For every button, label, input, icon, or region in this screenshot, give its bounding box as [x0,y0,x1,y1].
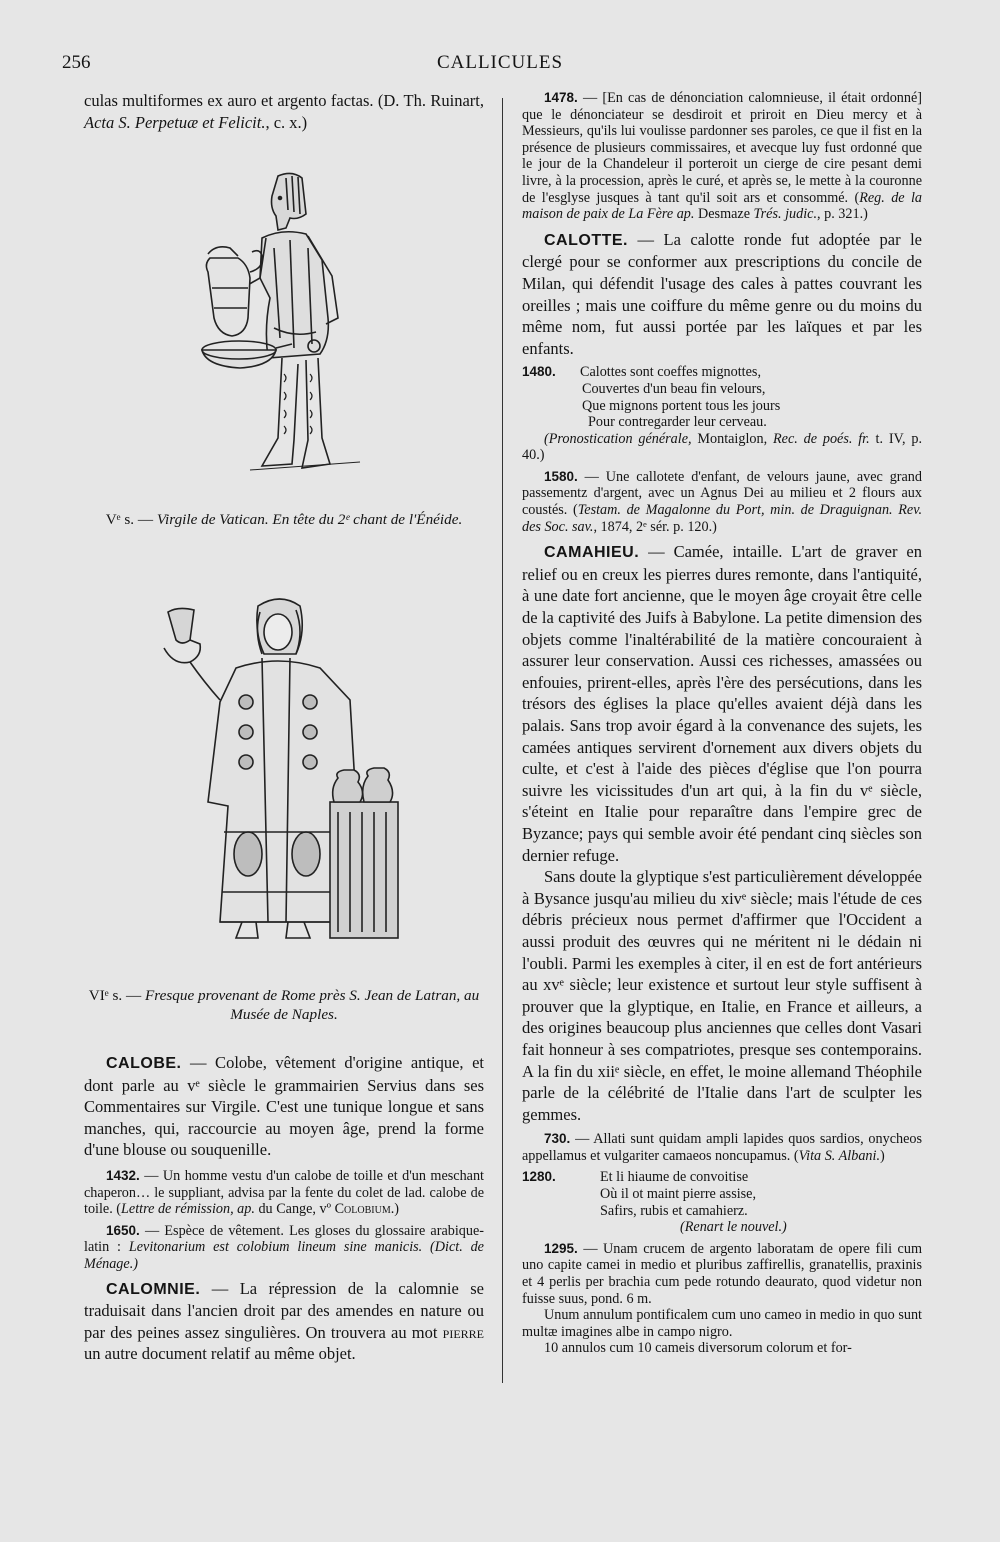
right-column [522,90,922,1357]
intro-paragraph: culas multiformes ex auro et argento factas. (D. Th. Ruinart, Acta S. Perpetuæ et Felicit., c. x.) [84,91,484,132]
entry-calotte: CALOTTE. — La calotte ronde fut adoptée par le clergé pour se conformer aux prescriptions du concile de Milan, qui défendit l'usage des cales à pattes couvrant les oreilles ; mais une coiffure du même genre ou du moins du même nom, fut aussi portée par les laïques et par les enfants. [522,229,922,358]
quote-1295-paragraph-2: Unum annulum pontificalem cum uno cameo in medio in quo sunt multæ imagines albe in campo nigro. [522,1307,922,1340]
quote-1480: 1480. Calottes sont coeffes mignottes, Couvertes d'un beau fin velours, Que mignons portent tous les jours Pour contregarder leur cerveau. (Pronostication générale, Montaiglon, Rec. de poés. fr. t. IV, p. 40.) [522,364,922,464]
quote-1295: 1295. — Unam crucem de argento laboratam de opere fili cum uno capite camei in medio et pluribus zaffirellis, granatellis, praxinis et 4 perlis per brachia cum pede rotundo deaurato, quod videtur non fuisse suus, pond. 6 m. [522,1240,922,1307]
verse-1280: Et li hiaume de convoitise Où il ot maint pierre assise, Safirs, rubis et camahierz. (Renart le nouvel.) [600,1169,787,1236]
page-header [0,52,1000,80]
quote-1432: 1432. — Un homme vestu d'un calobe de toille et d'un meschant chaperon… le suppliant, advisa par la fente du colet de lad. calobe de toile. (Lettre de rémission, ap. du Cange, vº Colobium.) [84,1167,484,1218]
entry-calobe: CALOBE. — Colobe, vêtement d'origine antique, et dont parle au vᵉ siècle le grammairien Servius dans ses Commentaires sur Virgile. C'est une tunique longue et sans manches, qui, raccourcie au moyen âge, prend la forme d'une blouse ou souquenille. [84,1053,484,1160]
figure-1-caption: Vᵉ s. — Virgile de Vatican. En tête du 2ᵉ chant de l'Énéide. [105,511,463,528]
left-column-lower [84,1052,484,1365]
figure-virgil-illustration [190,168,370,488]
headword-camahieu: CAMAHIEU. [544,544,640,562]
entry-camahieu: CAMAHIEU. — Camée, intaille. L'art de graver en relief ou en creux les pierres dures remonte, dans l'antiquité, à une date fort ancienne, que le moyen âge croyait être celle de la captivité des Juifs à Babylone. La petite dimension des objets comme l'inaltérabilité de la matière concouraient à assurer leur conservation. Aussi ces richesses, amassées ou enfouies, prirent-elles, après l'ère des persécutions, dans les trésors des églises la place qu'elles avaient déjà dans les palais. Sans trop avoir égard à la convenance des sujets, les camées antiques servirent d'ornement aux divers objets du culte, et c'est à l'aide des pièces d'église que l'on pourra suivre les vicissitudes d'un art qui, à la fin du vᵉ siècle, s'éteint en Italie pour reparaître dans l'empire grec de Byzance; pays qui semble avoir été pendant cinq siècles son dernier refuge. [522,542,922,865]
quote-1478: 1478. — [En cas de dénonciation calomnieuse, il était ordonné] que le dénonciateur se desdiroit et priroit en Dieu mercy et à Messieurs, qu'ils lui voulisse pardonner ses paroles, ce que il fist en la présence de plusieurs commissaires, et avecque luy fust ordonné que le jour de la Chandeleur il porteroit un cierge de cire pesant demi livre, à la procession, après le curé, et après se, le mette à la couronne de l'esglyse jusques à tant qu'il soit ars et consommé. (Reg. de la maison de paix de La Fère ap. Desmaze Trés. judic., p. 321.) [522,90,923,223]
quote-730: 730. — Allati sunt quidam ampli lapides quos sardios, onycheos appellamus et vulgariter camaeos noncupamus. (Vita S. Albani.) [522,1131,922,1164]
left-column [84,90,484,133]
camahieu-paragraph-2: Sans doute la glyptique s'est particulièrement développée à Bysance jusqu'au milieu du xivᵉ siècle; mais l'étude de ces débris précieux nous permet d'affirmer que l'Occident a aussi produit des œuvres qui ne méritent ni le dédain ni l'oubli. Parmi les exemples à citer, il en est de fort antérieurs au xvᵉ siècle; leur existence et surtout leur style suffisent à prouver que la glyptique, en Italie, en France et ailleurs, a des origines beaucoup plus anciennes que celles dont Vasari fait honneur à ses compatriotes, presque ses contemporains. A la fin du xiiᵉ siècle, en effet, le moine allemand Théophile parle de la célébrité de l'Italie dans l'art de sculpter les gemmes. [522,867,922,1124]
quote-1580: 1580. — Une callotete d'enfant, de velours jaune, avec grand passementz d'argent, avec un Agnus Dei au milieu et 2 flours aux coustés. (Testam. de Magalonne du Port, min. de Draguignan. Rev. des Soc. sav., 1874, 2ᵉ sér. p. 120.) [522,468,922,535]
figure-2-caption: VIᵉ s. — Fresque provenant de Rome près S. Jean de Latran, au Musée de Naples. [88,987,480,1023]
page-number: 256 [62,52,91,73]
headword-calobe: CALOBE. [106,1055,182,1072]
quote-1280: 1280. Et li hiaume de convoitise Où il ot maint pierre assise, Safirs, rubis et camahierz. (Renart le nouvel.) [522,1169,922,1235]
running-head: CALLICULES [436,52,564,73]
headword-calomnie: CALOMNIE. [106,1280,201,1298]
figure-fresco-illustration [150,592,410,952]
quote-1295-paragraph-3: 10 annulos cum 10 cameis diversorum colorum et for- [544,1340,852,1357]
verse-1480: Calottes sont coeffes mignottes, Couvertes d'un beau fin velours, Que mignons portent tous les jours Pour contregarder leur cerveau. [580,364,781,431]
entry-calomnie: CALOMNIE. — La répression de la calomnie se traduisait dans l'ancien droit par des amendes en nature ou par des peines assez singulières. On trouvera au mot pierre un autre document relatif au même objet. [84,1278,484,1364]
quote-1650: 1650. — Espèce de vêtement. Les gloses du glossaire arabique-latin : Levitonarium est colobium lineum sine manicis. (Dict. de Ménage.) [84,1222,484,1272]
headword-calotte: CALOTTE. [544,231,628,249]
column-rule [502,98,503,1383]
